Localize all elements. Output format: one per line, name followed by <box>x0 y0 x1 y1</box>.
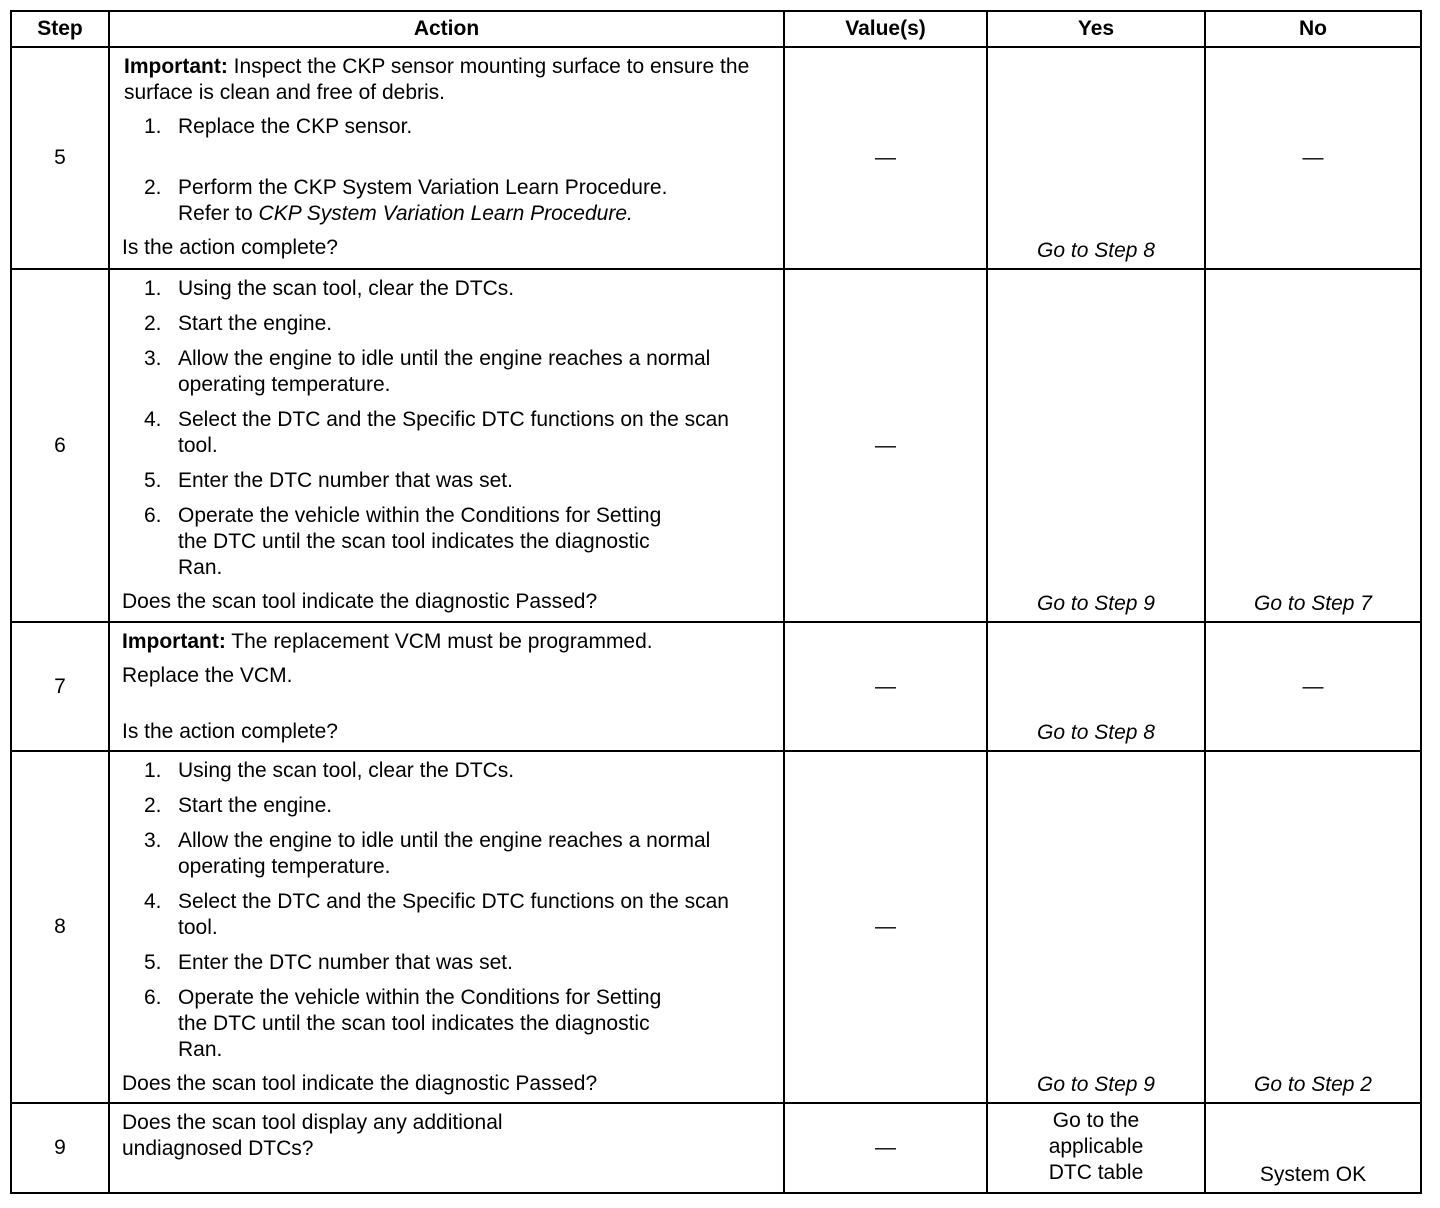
step-number: 8 <box>11 751 109 1103</box>
item-number: 1. <box>144 759 162 782</box>
dash: — <box>875 674 896 698</box>
dash: — <box>875 915 896 938</box>
value-cell <box>784 622 987 751</box>
action-cell <box>109 622 784 751</box>
header-values: Value(s) <box>784 11 987 47</box>
no-cell[interactable]: Go to Step 2 <box>1205 751 1421 1103</box>
step-number: 7 <box>11 622 109 751</box>
header-action: Action <box>109 11 784 47</box>
item-text: Using the scan tool, clear the DTCs. <box>178 759 515 782</box>
action-cell <box>109 751 784 1103</box>
yes-cell[interactable]: Go to Step 9 <box>987 269 1205 622</box>
question-text: Is the action complete? <box>122 720 338 743</box>
important-text: Inspect the CKP sensor mounting surface to ensure the surface is clean and free of debris. <box>124 55 750 104</box>
dash: — <box>1302 674 1324 698</box>
list-item <box>122 758 771 784</box>
yes-cell[interactable]: Go to Step 8 <box>987 47 1205 269</box>
item-text: Enter the DTC number that was set. <box>178 469 513 492</box>
list-item <box>122 828 771 880</box>
dash: — <box>875 146 896 169</box>
table-row-step-7 <box>11 622 1421 751</box>
action-cell <box>109 1103 784 1193</box>
item-number: 1. <box>144 115 162 138</box>
item-number: 2. <box>144 176 162 199</box>
header-no: No <box>1205 11 1421 47</box>
no-cell[interactable]: Go to Step 7 <box>1205 269 1421 622</box>
question-text: Is the action complete? <box>122 236 338 259</box>
important-text: The replacement VCM must be programmed. <box>231 630 653 653</box>
value-cell <box>784 1103 987 1193</box>
item-text: Select the DTC and the Specific DTC functions on the scan tool. <box>178 890 729 939</box>
item-text: Allow the engine to idle until the engine reaches a normal operating temperature. <box>178 347 711 396</box>
item-number: 2. <box>144 312 162 335</box>
value-cell <box>784 269 987 622</box>
item-text: Start the engine. <box>178 312 333 335</box>
step-number: 5 <box>11 47 109 269</box>
yes-cell[interactable]: Go to Step 8 <box>987 622 1205 751</box>
no-cell: System OK <box>1205 1103 1421 1193</box>
list-item <box>122 985 771 1063</box>
list-item <box>122 889 771 941</box>
value-cell <box>784 751 987 1103</box>
item-text: Enter the DTC number that was set. <box>178 951 513 974</box>
header-step: Step <box>11 11 109 47</box>
list-item <box>122 407 771 459</box>
no-cell <box>1205 47 1421 269</box>
item-number: 1. <box>144 277 162 300</box>
item-text: Allow the engine to idle until the engine reaches a normal operating temperature. <box>178 829 711 878</box>
item-text: Perform the CKP System Variation Learn Procedure. <box>178 176 668 199</box>
no-cell <box>1205 622 1421 751</box>
important-label: Important: <box>124 55 228 78</box>
list-item <box>122 346 771 398</box>
list-item <box>122 276 771 302</box>
step-number: 6 <box>11 269 109 622</box>
item-number: 5. <box>144 951 162 974</box>
table-row-step-9 <box>11 1103 1421 1193</box>
item-number: 4. <box>144 890 162 913</box>
item-number: 3. <box>144 829 162 852</box>
list-item <box>122 311 771 337</box>
dash: — <box>875 433 896 457</box>
action-cell <box>109 269 784 622</box>
list-item <box>122 793 771 819</box>
item-text: Start the engine. <box>178 794 333 817</box>
item-number: 3. <box>144 347 162 370</box>
refer-prefix: Refer to <box>178 202 253 225</box>
item-number: 5. <box>144 469 162 492</box>
list-item <box>122 468 771 494</box>
table-row-step-5 <box>11 47 1421 269</box>
item-number: 6. <box>144 504 162 527</box>
yes-cell[interactable]: Go to Step 9 <box>987 751 1205 1103</box>
list-item <box>122 950 771 976</box>
item-number: 4. <box>144 408 162 431</box>
item-text: Select the DTC and the Specific DTC functions on the scan tool. <box>178 408 729 457</box>
yes-cell[interactable]: Go to the applicable DTC table <box>987 1103 1205 1193</box>
table-row-step-6 <box>11 269 1421 622</box>
question-text: Does the scan tool display any additional undiagnosed DTCs? <box>122 1111 503 1160</box>
value-cell <box>784 47 987 269</box>
dash: — <box>1302 146 1324 169</box>
item-text: Operate the vehicle within the Conditions for Setting the DTC until the scan tool indicates the diagnostic Ran. <box>178 504 662 579</box>
header-row <box>11 11 1421 47</box>
question-text: Does the scan tool indicate the diagnostic Passed? <box>122 590 598 613</box>
refer-link[interactable]: CKP System Variation Learn Procedure. <box>258 202 633 225</box>
step-number: 9 <box>11 1103 109 1193</box>
item-text: Operate the vehicle within the Conditions for Setting the DTC until the scan tool indicates the diagnostic Ran. <box>178 986 662 1061</box>
list-item <box>122 175 771 227</box>
list-item <box>122 503 771 581</box>
item-text: Replace the CKP sensor. <box>178 115 413 138</box>
item-number: 2. <box>144 794 162 817</box>
diagnostic-table <box>10 10 1422 1194</box>
item-text: Using the scan tool, clear the DTCs. <box>178 277 515 300</box>
dash: — <box>875 1136 896 1159</box>
header-yes: Yes <box>987 11 1205 47</box>
list-item <box>122 114 771 140</box>
table-row-step-8 <box>11 751 1421 1103</box>
important-label: Important: <box>122 630 226 653</box>
action-text: Replace the VCM. <box>122 664 293 687</box>
item-number: 6. <box>144 986 162 1009</box>
action-cell <box>109 47 784 269</box>
question-text: Does the scan tool indicate the diagnostic Passed? <box>122 1072 598 1095</box>
